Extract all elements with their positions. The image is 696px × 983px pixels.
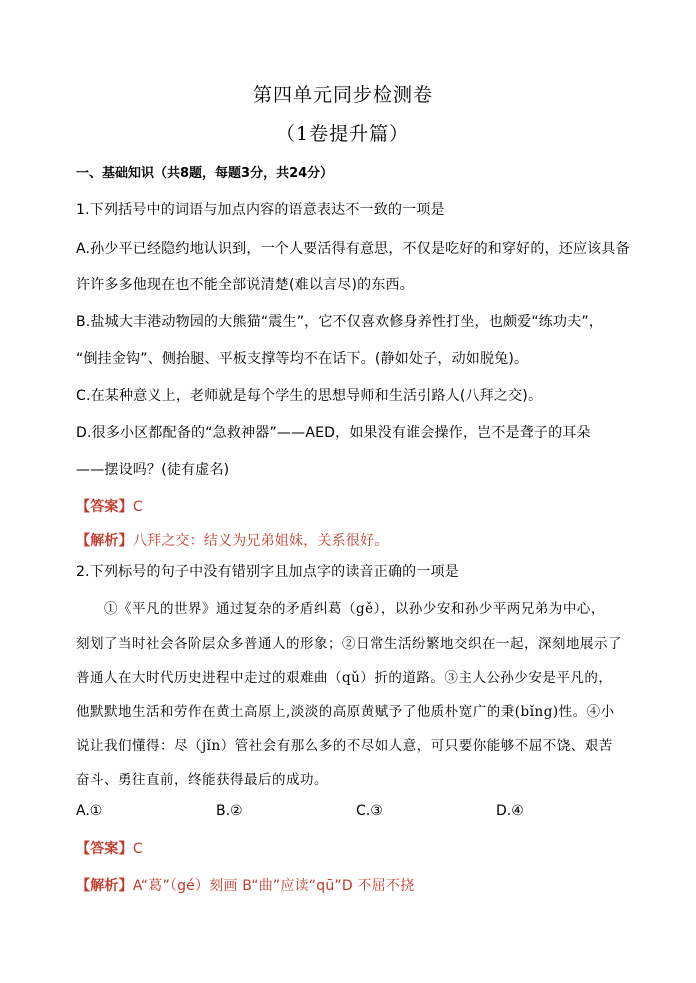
- question-2-answer: [76, 838, 143, 858]
- question-2-stem: 2.下列标号的句子中没有错别字且加点字的读音正确的一项是: [76, 564, 459, 580]
- question-1-option-b-line1: B.盐城大丰港动物园的大熊猫“震生”，它不仅喜欢修身养性打坐，也颇爱“练功夫”，: [76, 314, 604, 330]
- question-1-option-a-line1: A.孙少平已经隐约地认识到，一个人要活得有意思，不仅是吃好的和穿好的，还应该具备: [76, 241, 630, 257]
- question-2-explanation: [76, 875, 414, 895]
- question-1-explanation: [76, 530, 388, 550]
- question-1-option-c: C.在某种意义上，老师就是每个学生的思想导师和生活引路人(八拜之交)。: [76, 388, 543, 404]
- question-2-option-c: C.③: [356, 803, 383, 819]
- explanation-tag: 【解析】: [76, 533, 133, 549]
- explanation-text: 八拜之交：结义为兄弟姐妹，关系很好。: [132, 533, 389, 549]
- answer-value: C: [132, 499, 143, 515]
- question-2-option-b: B.②: [216, 803, 243, 819]
- question-1-answer: [76, 496, 143, 516]
- page-title: 第四单元同步检测卷: [253, 84, 434, 106]
- question-2-passage-line3: 普通人在大时代历史进程中走过的艰难曲（qǔ）折的道路。③主人公孙少安是平凡的，: [76, 670, 613, 686]
- section-heading: 一、基础知识（共8题，每题3分，共24分）: [76, 166, 334, 181]
- question-2-passage-line5: 说让我们懂得：尽（jǐn）管社会有那么多的不尽如人意，可只要你能够不屈不饶、艰苦: [76, 738, 613, 754]
- answer-tag: 【答案】: [76, 841, 133, 857]
- question-2-passage-line1: ①《平凡的世界》通过复杂的矛盾纠葛（gě），以孙少安和孙少平两兄弟为中心，: [104, 601, 605, 617]
- question-2-option-a: A.①: [76, 803, 103, 819]
- explanation-text: A“葛”（gé）刻画 B“曲”应读“qū”D 不屈不挠: [132, 878, 415, 894]
- answer-value: C: [132, 841, 143, 857]
- question-1-option-a-line2: 许许多多他现在也不能全部说清楚(难以言尽)的东西。: [76, 277, 414, 293]
- question-2-passage-line4: 他默默地生活和劳作在黄土高原上,淡淡的高原黄赋予了他质朴宽广的秉(bǐng)性。④小: [76, 704, 615, 720]
- explanation-tag: 【解析】: [76, 878, 133, 894]
- question-2-passage-line2: 刻划了当时社会各阶层众多普通人的形象；②日常生活纷繁地交织在一起，深刻地展示了: [76, 636, 622, 652]
- question-1-option-d-line1: D.很多小区都配备的“急救神器”——AED，如果没有谁会操作，岂不是聋子的耳朵: [76, 425, 591, 441]
- answer-tag: 【答案】: [76, 499, 133, 515]
- page-subtitle: （1卷提升篇）: [276, 123, 410, 145]
- question-2-option-d: D.④: [496, 803, 524, 819]
- question-2-passage-line6: 奋斗、勇往直前，终能获得最后的成功。: [76, 772, 328, 788]
- question-1-option-d-line2: ——摆设吗？(徒有虚名): [76, 462, 230, 478]
- question-1-stem: 1.下列括号中的词语与加点内容的语意表达不一致的一项是: [76, 202, 445, 218]
- question-1-option-b-line2: “倒挂金钩”、侧抬腿、平板支撑等均不在话下。(静如处子，动如脱兔)。: [76, 351, 529, 367]
